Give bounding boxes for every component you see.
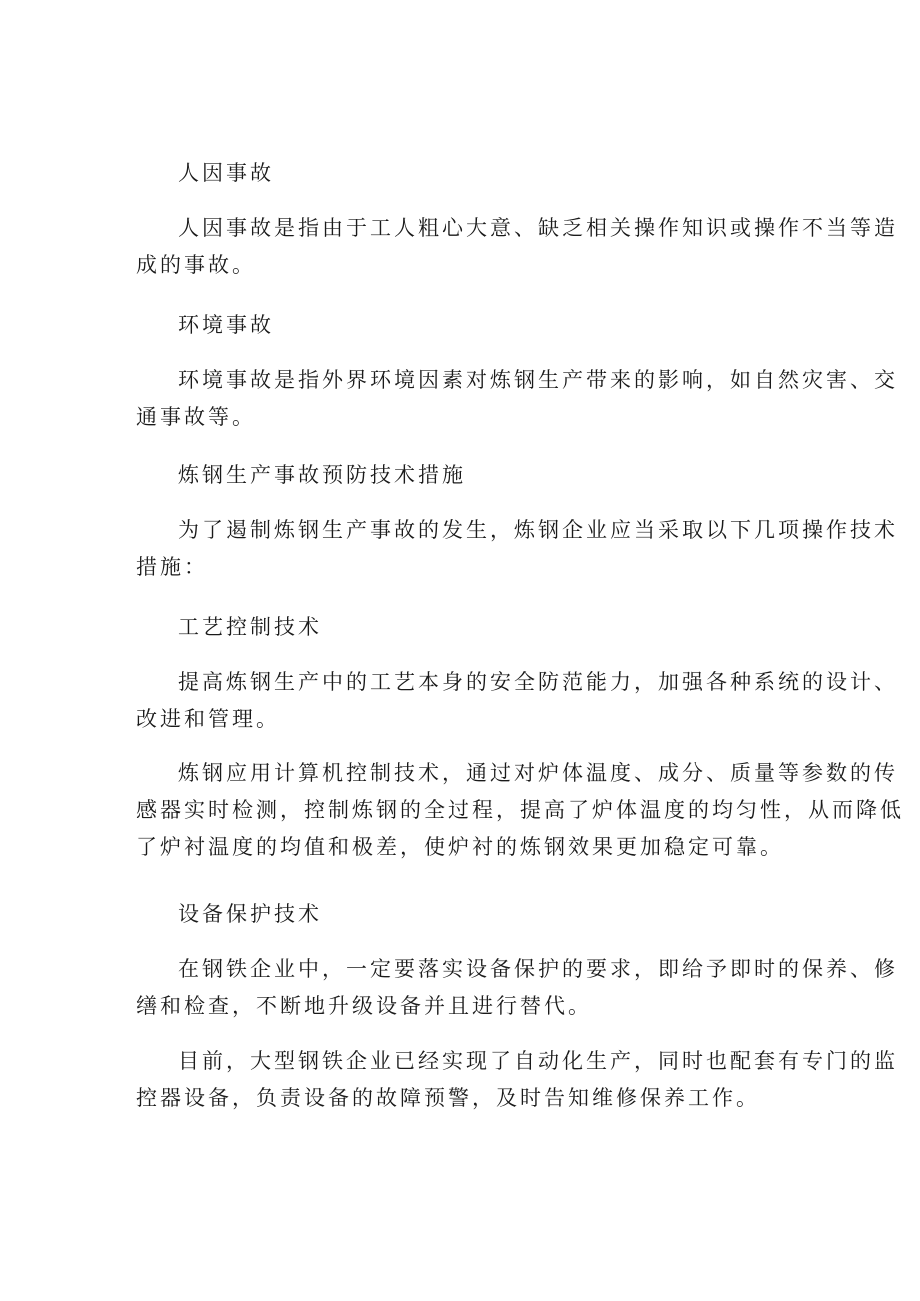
paragraph-line: 通事故等。	[136, 405, 256, 429]
heading-environment-accident	[136, 307, 786, 344]
paragraph-line: 措施：	[136, 555, 208, 579]
heading-prevention-measures	[136, 457, 786, 494]
heading-process-control	[136, 609, 786, 646]
paragraph-line: 改进和管理。	[136, 707, 280, 731]
paragraph-line: 提高炼钢生产中的工艺本身的安全防范能力，加强各种系统的设计、	[178, 670, 898, 694]
heading-line: 设备保护技术	[178, 902, 322, 926]
paragraph-line: 人因事故是指由于工人粗心大意、缺乏相关操作知识或操作不当等造	[178, 216, 898, 240]
paragraph-line: 为了遏制炼钢生产事故的发生，炼钢企业应当采取以下几项操作技术	[178, 518, 898, 542]
paragraph-environment-accident	[136, 362, 898, 436]
paragraph-line: 控器设备，负责设备的故障预警，及时告知维修保养工作。	[136, 1086, 760, 1110]
paragraph-line: 成的事故。	[136, 253, 256, 277]
heading-line: 人因事故	[178, 161, 274, 185]
paragraph-human-accident	[136, 210, 898, 284]
paragraph-process-control-2	[136, 755, 904, 866]
paragraph-prevention-intro	[136, 512, 898, 586]
paragraph-line: 环境事故是指外界环境因素对炼钢生产带来的影响，如自然灾害、交	[178, 368, 898, 392]
heading-equipment-protection	[136, 896, 786, 933]
paragraph-line: 了炉衬温度的均值和极差，使炉衬的炼钢效果更加稳定可靠。	[136, 835, 784, 859]
paragraph-line: 缮和检查，不断地升级设备并且进行替代。	[136, 994, 592, 1018]
heading-human-accident	[136, 155, 786, 192]
paragraph-line: 目前，大型钢铁企业已经实现了自动化生产，同时也配套有专门的监	[178, 1049, 898, 1073]
paragraph-process-control-1	[136, 664, 898, 738]
paragraph-line: 在钢铁企业中，一定要落实设备保护的要求，即给予即时的保养、修	[178, 957, 898, 981]
paragraph-line: 炼钢应用计算机控制技术，通过对炉体温度、成分、质量等参数的传	[178, 761, 898, 785]
heading-line: 环境事故	[178, 313, 274, 337]
paragraph-equipment-protection-1	[136, 951, 898, 1025]
heading-line: 炼钢生产事故预防技术措施	[178, 463, 466, 487]
paragraph-line: 感器实时检测，控制炼钢的全过程，提高了炉体温度的均匀性，从而降低	[136, 798, 904, 822]
heading-line: 工艺控制技术	[178, 615, 322, 639]
paragraph-equipment-protection-2	[136, 1043, 898, 1117]
